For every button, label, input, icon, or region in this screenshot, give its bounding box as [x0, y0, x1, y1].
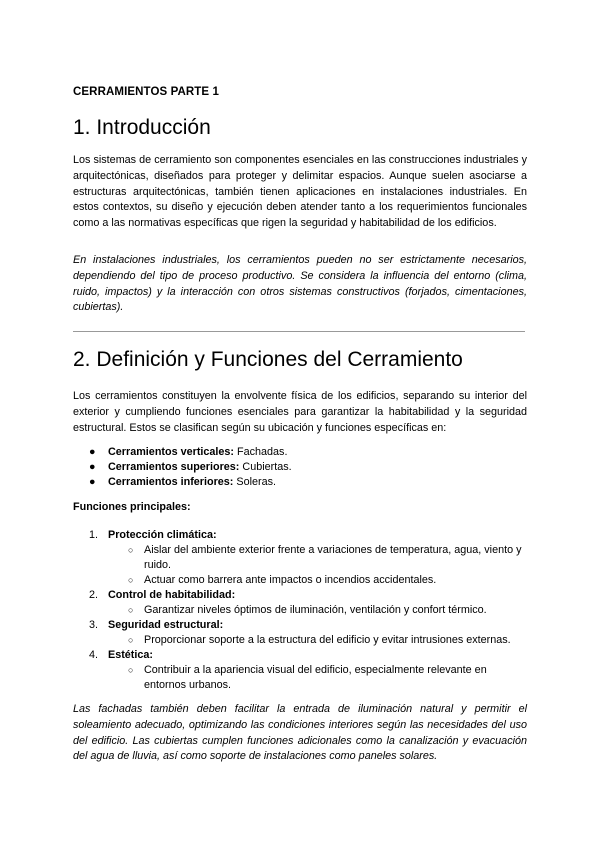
sub-list [73, 603, 527, 618]
function-label: Seguridad estructural: [108, 619, 224, 631]
circle-bullet-icon: ○ [128, 545, 134, 555]
function-label: Control de habitabilidad: [108, 589, 236, 601]
item-number: 2. [89, 589, 99, 601]
circle-bullet-icon: ○ [128, 575, 134, 585]
document-title: CERRAMIENTOS PARTE 1 [73, 86, 219, 98]
list-item [73, 445, 292, 460]
classification-list [73, 445, 292, 491]
list-item [73, 475, 292, 490]
bullet-label: Cerramientos verticales: [108, 446, 235, 458]
sub-item-text: Contribuir a la apariencia visual del edificio, especialmente relevante en entornos urbanos. [144, 664, 487, 691]
sub-item [73, 663, 527, 693]
function-item [73, 528, 527, 588]
functions-list [73, 528, 527, 693]
bullet-text: Fachadas. [237, 446, 288, 458]
sub-list [73, 633, 527, 648]
sub-item [73, 573, 527, 588]
sub-list [73, 543, 527, 588]
item-number: 4. [89, 649, 99, 661]
item-number: 1. [89, 529, 99, 541]
function-label: Protección climática: [108, 529, 217, 541]
function-item [73, 618, 527, 648]
section-heading-introduccion: 1. Introducción [73, 116, 211, 139]
circle-bullet-icon: ○ [128, 635, 134, 645]
bullet-icon: ● [89, 446, 96, 458]
item-number: 3. [89, 619, 99, 631]
definition-paragraph: Los cerramientos constituyen la envolvente física de los edificios, separando su interior del exterior y cumpliendo funciones esenciales para garantizar la habitabilidad y la seguridad estructural. Estos se clasifican según su ubicación y funciones específicas en: [73, 390, 527, 434]
bullet-icon: ● [89, 461, 96, 474]
circle-bullet-icon: ○ [128, 665, 134, 675]
closing-paragraph: Las fachadas también deben facilitar la entrada de iluminación natural y permitir el soleamiento adecuado, optimizando las condiciones interiores según las necesidades del uso del edificio. Las cubiertas cumplen funciones adicionales como la canalización y evacuación del agua de lluvia, así como soporte de instalaciones como paneles solares. [73, 703, 527, 763]
sub-item [73, 603, 527, 618]
sub-item-text: Actuar como barrera ante impactos o incendios accidentales. [144, 574, 437, 586]
section-divider [73, 331, 525, 332]
sub-item-text: Garantizar niveles óptimos de iluminación, ventilación y confort térmico. [144, 604, 487, 616]
bullet-label: Cerramientos superiores: [108, 461, 240, 474]
sub-item [73, 543, 527, 573]
sub-item-text: Aislar del ambiente exterior frente a variaciones de temperatura, agua, viento y ruido. [144, 544, 522, 571]
bullet-text: Soleras. [236, 476, 277, 489]
intro-note-paragraph: En instalaciones industriales, los cerramientos pueden no ser estrictamente necesarios, dependiendo del tipo de proceso productivo. Se considera la influencia del entorno (clima, ruido, impactos) y la interacción con otros sistemas constructivos (forjados, cimentaciones, cubiertas). [73, 254, 527, 314]
circle-bullet-icon: ○ [128, 605, 134, 615]
sub-list [73, 663, 527, 693]
bullet-icon: ● [89, 476, 96, 489]
sub-item [73, 633, 527, 648]
functions-title: Funciones principales: [73, 501, 191, 513]
bullet-label: Cerramientos inferiores: [108, 476, 234, 489]
function-item [73, 648, 527, 693]
function-item [73, 588, 527, 618]
function-label: Estética: [108, 649, 154, 661]
section-heading-definicion: 2. Definición y Funciones del Cerramiento [73, 348, 463, 371]
list-item [73, 460, 292, 475]
intro-paragraph: Los sistemas de cerramiento son componentes esenciales en las construcciones industriales y arquitectónicas, diseñados para proteger y delimitar espacios. Aunque suelen asociarse a estructuras arquitectónicas, también tienen aplicaciones en instalaciones industriales. En estos contextos, su diseño y ejecución deben atender tanto a los requerimientos funcionales como a las normativas específicas que rigen la seguridad y habitabilidad de los edificios. [73, 154, 527, 230]
sub-item-text: Proporcionar soporte a la estructura del edificio y evitar intrusiones externas. [144, 634, 511, 646]
bullet-text: Cubiertas. [242, 461, 292, 474]
